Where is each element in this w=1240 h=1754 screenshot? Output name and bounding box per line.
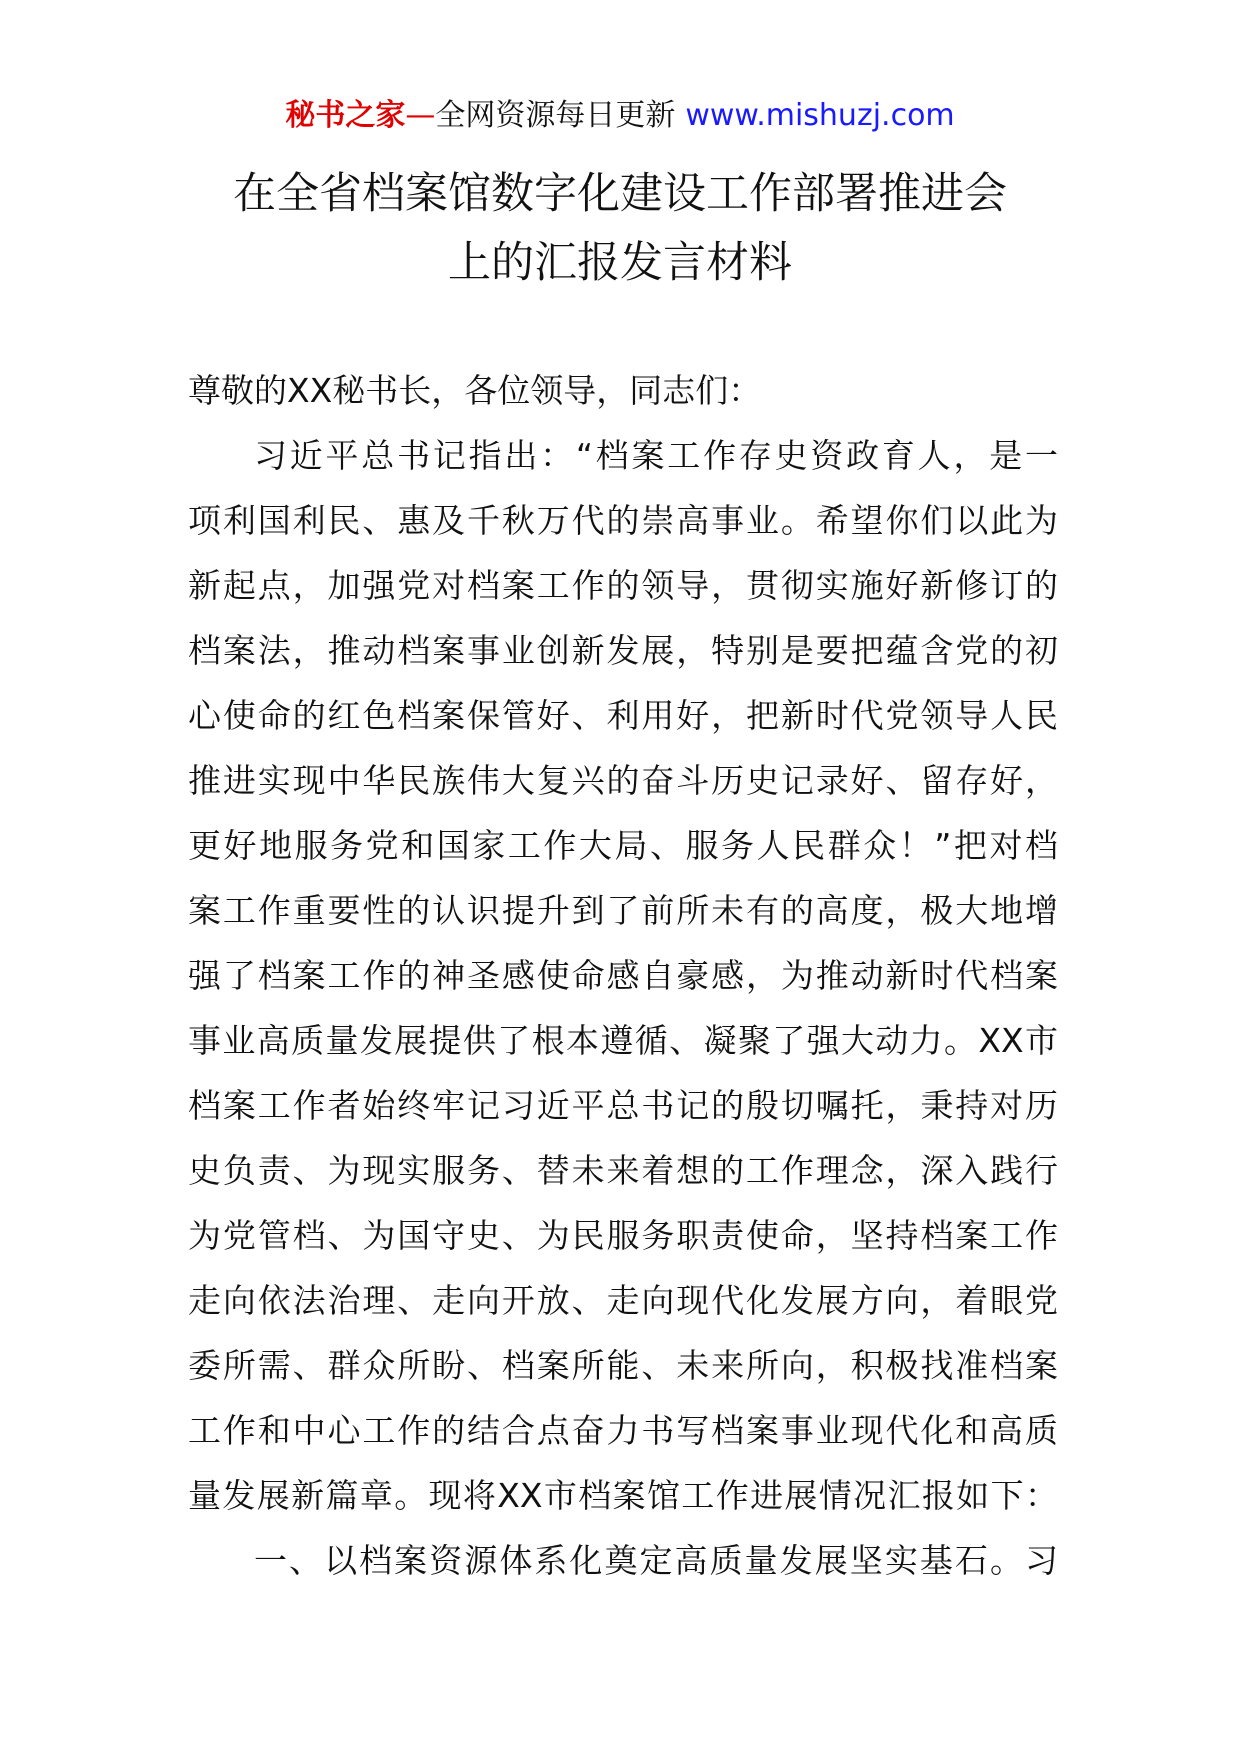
site-brand: 秘书之家 — [285, 98, 406, 133]
body-line: 心使命的红色档案保管好、利用好，把新时代党领导人民 — [188, 696, 1058, 735]
body-line: 新起点，加强党对档案工作的领导，贯彻实施好新修订的 — [188, 566, 1058, 605]
body-line: 档案工作者始终牢记习近平总书记的殷切嘱托，秉持对历 — [188, 1086, 1058, 1125]
section-heading-line: 一、以档案资源体系化奠定高质量发展坚实基石。习 — [254, 1541, 1058, 1580]
document-title — [0, 160, 1240, 298]
body-line: 更好地服务党和国家工作大局、服务人民群众！”把对档 — [188, 826, 1058, 865]
header-tagline: 全网资源每日更新 — [435, 98, 676, 133]
header-dash: — — [405, 98, 436, 133]
title-line-2: 上的汇报发言材料 — [448, 238, 792, 288]
body-line: 量发展新篇章。现将XX市档案馆工作进展情况汇报如下： — [188, 1476, 1058, 1515]
body-line: 习近平总书记指出：“档案工作存史资政育人，是一 — [254, 436, 1058, 475]
body-line: 项利国利民、惠及千秋万代的崇高事业。希望你们以此为 — [188, 501, 1058, 540]
document-body — [188, 358, 1058, 1593]
body-line: 史负责、为现实服务、替未来着想的工作理念，深入践行 — [188, 1151, 1058, 1190]
title-line-1: 在全省档案馆数字化建设工作部署推进会 — [233, 169, 1007, 219]
body-line: 工作和中心工作的结合点奋力书写档案事业现代化和高质 — [188, 1411, 1058, 1450]
body-line: 为党管档、为国守史、为民服务职责使命，坚持档案工作 — [188, 1216, 1058, 1255]
body-line: 委所需、群众所盼、档案所能、未来所向，积极找准档案 — [188, 1346, 1058, 1385]
body-line: 强了档案工作的神圣感使命感自豪感，为推动新时代档案 — [188, 956, 1058, 995]
salutation: 尊敬的XX秘书长，各位领导，同志们： — [188, 371, 762, 410]
body-line: 走向依法治理、走向开放、走向现代化发展方向，着眼党 — [188, 1281, 1058, 1320]
body-line: 推进实现中华民族伟大复兴的奋斗历史记录好、留存好， — [188, 761, 1058, 800]
body-line: 事业高质量发展提供了根本遵循、凝聚了强大动力。XX市 — [188, 1021, 1058, 1060]
site-header — [0, 96, 1240, 136]
body-line: 档案法，推动档案事业创新发展，特别是要把蕴含党的初 — [188, 631, 1058, 670]
site-url-link[interactable]: www.mishuzj.com — [685, 98, 955, 133]
body-line: 案工作重要性的认识提升到了前所未有的高度，极大地增 — [188, 891, 1058, 930]
